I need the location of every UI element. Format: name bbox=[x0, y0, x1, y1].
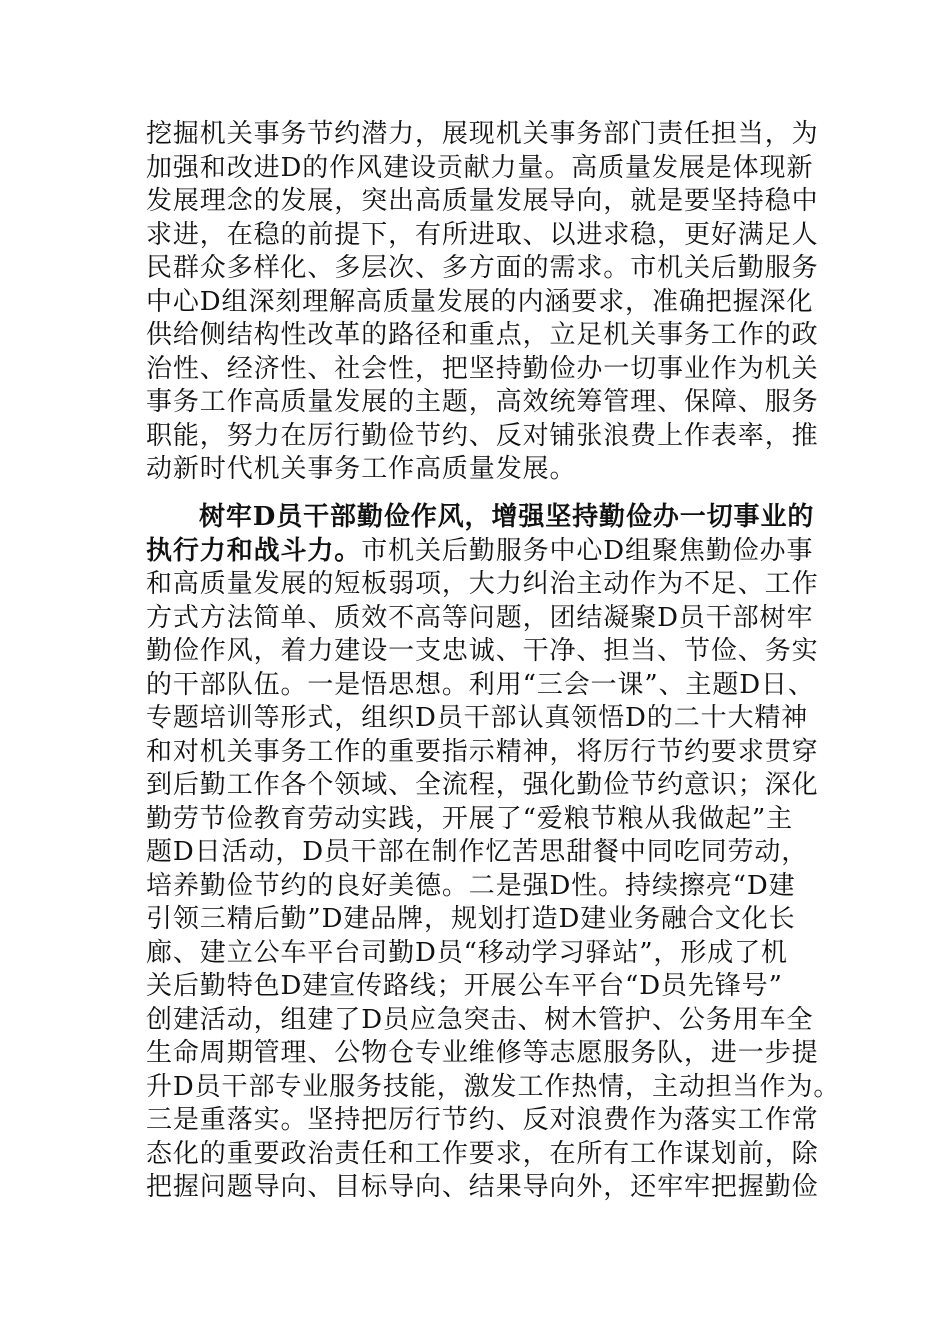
text-line: 求进，在稳的前提下，有所进取、以进求稳，更好满足人 bbox=[146, 219, 819, 250]
text-line: 和高质量发展的短板弱项，大力纠治主动作为不足、工作 bbox=[146, 569, 819, 599]
text-line: 和对机关事务工作的重要指示精神，将厉行节约要求贯穿 bbox=[146, 736, 819, 767]
text-line: 到后勤工作各个领域、全流程，强化勤俭节约意识；深化 bbox=[146, 770, 819, 800]
text-line: 专题培训等形式，组织D员干部认真领悟D的二十大精神 bbox=[146, 703, 809, 733]
text-line-rest: 市机关后勤服务中心D组聚焦勤俭办事 bbox=[361, 535, 814, 566]
text-line: 加强和改进D的作风建设贡献力量。高质量发展是体现新 bbox=[146, 152, 814, 183]
text-line: 治性、经济性、社会性，把坚持勤俭办一切事业作为机关 bbox=[146, 353, 819, 384]
text-line: 关后勤特色D建宣传路线；开展公车平台“D员先锋号” bbox=[146, 971, 783, 1001]
text-line: 升D员干部专业服务技能，激发工作热情，主动担当作为。 bbox=[146, 1071, 841, 1102]
text-line: 题D日活动，D员干部在制作忆苦思甜餐中同吃同劳动， bbox=[146, 837, 809, 867]
text-line bbox=[146, 535, 814, 569]
text-line: 廊、建立公车平台司勤D员“移动学习驿站”，形成了机 bbox=[146, 937, 788, 968]
text-line: 培养勤俭节约的良好美德。二是强D性。持续擦亮“D建 bbox=[146, 870, 796, 901]
text-line: 供给侧结构性改革的路径和重点，立足机关事务工作的政 bbox=[146, 320, 819, 350]
text-line: 生命周期管理、公物仓专业维修等志愿服务队，进一步提 bbox=[146, 1038, 819, 1068]
text-line: 态化的重要政治责任和工作要求，在所有工作谋划前，除 bbox=[146, 1138, 819, 1169]
text-line: 中心D组深刻理解高质量发展的内涵要求，准确把握深化 bbox=[146, 286, 814, 317]
paragraph-1 bbox=[146, 118, 819, 487]
text-line: 勤俭作风，着力建设一支忠诚、干净、担当、节俭、务实 bbox=[146, 636, 819, 666]
text-line: 民群众多样化、多层次、多方面的需求。市机关后勤服务 bbox=[146, 253, 819, 283]
text-line: 引领三精后勤”D建品牌，规划打造D建业务融合文化长 bbox=[146, 904, 796, 934]
text-line: 挖掘机关事务节约潜力，展现机关事务部门责任担当，为 bbox=[146, 119, 819, 149]
paragraph-2 bbox=[146, 501, 841, 1205]
text-line: 方式方法简单、质效不高等问题，团结凝聚D员干部树牢 bbox=[146, 602, 814, 633]
text-line: 发展理念的发展，突出高质量发展导向，就是要坚持稳中 bbox=[146, 186, 819, 216]
text-line: 的干部队伍。一是悟思想。利用“三会一课”、主题D日、 bbox=[146, 669, 815, 700]
section-heading-line-2: 执行力和战斗力。 bbox=[146, 535, 362, 566]
text-line: 把握问题导向、目标导向、结果导向外，还牢牢把握勤俭 bbox=[146, 1172, 819, 1202]
text-line: 事务工作高质量发展的主题，高效统筹管理、保障、服务 bbox=[146, 387, 819, 417]
text-line: 创建活动，组建了D员应急突击、树木管护、公务用车全 bbox=[146, 1004, 814, 1035]
text-line: 三是重落实。坚持把厉行节约、反对浪费作为落实工作常 bbox=[146, 1105, 819, 1135]
text-line: 动新时代机关事务工作高质量发展。 bbox=[146, 454, 577, 484]
text-line: 职能，努力在厉行勤俭节约、反对铺张浪费上作表率，推 bbox=[146, 420, 819, 451]
section-heading-line-1: 树牢D员干部勤俭作风，增强坚持勤俭办一切事业的 bbox=[199, 502, 815, 532]
text-line: 勤劳节俭教育劳动实践，开展了“爱粮节粮从我做起”主 bbox=[146, 803, 794, 834]
